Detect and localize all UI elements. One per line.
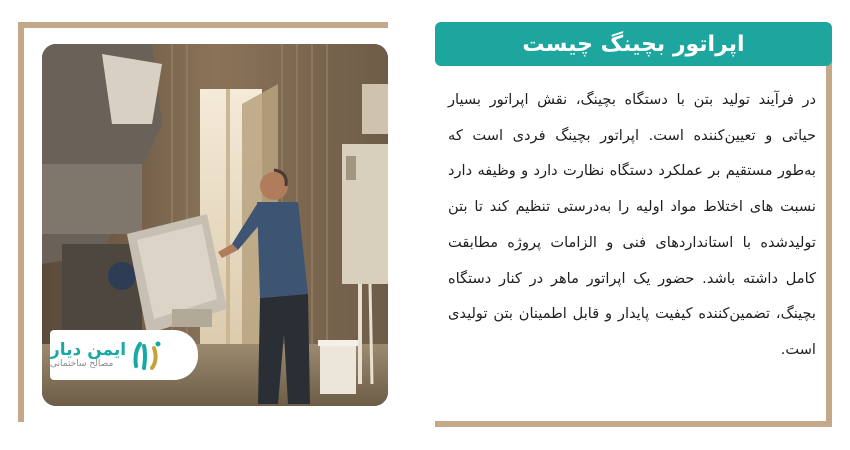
brand-logo-icon	[132, 338, 162, 372]
brand-subtitle: مصالح ساختمانی	[50, 358, 114, 369]
article-paragraph: در فرآیند تولید بتن با دستگاه بچینگ، نقش اپراتور بسیار حیاتی و تعیین‌کننده است. اپراتور بچینگ فردی است که به‌طور مستقیم بر عملکرد دستگاه نظارت دارد و وظیفه دارد نسبت های اختلاط مواد اولیه را به‌درستی تنظیم کند تا بتن تولیدشده با استانداردهای فنی و الزامات پروژه مطابقت کامل داشته باشد. حضور یک اپراتور ماهر در کنار دستگاه بچینگ، تضمین‌کننده کیفیت پایدار و قابل اطمینان بتن تولیدی است.	[448, 91, 816, 358]
brand-name: ایمن دیار	[50, 339, 127, 360]
title-banner	[435, 22, 832, 66]
brand-logo	[50, 330, 198, 380]
page-title: اپراتور بچینگ چیست	[522, 31, 745, 57]
